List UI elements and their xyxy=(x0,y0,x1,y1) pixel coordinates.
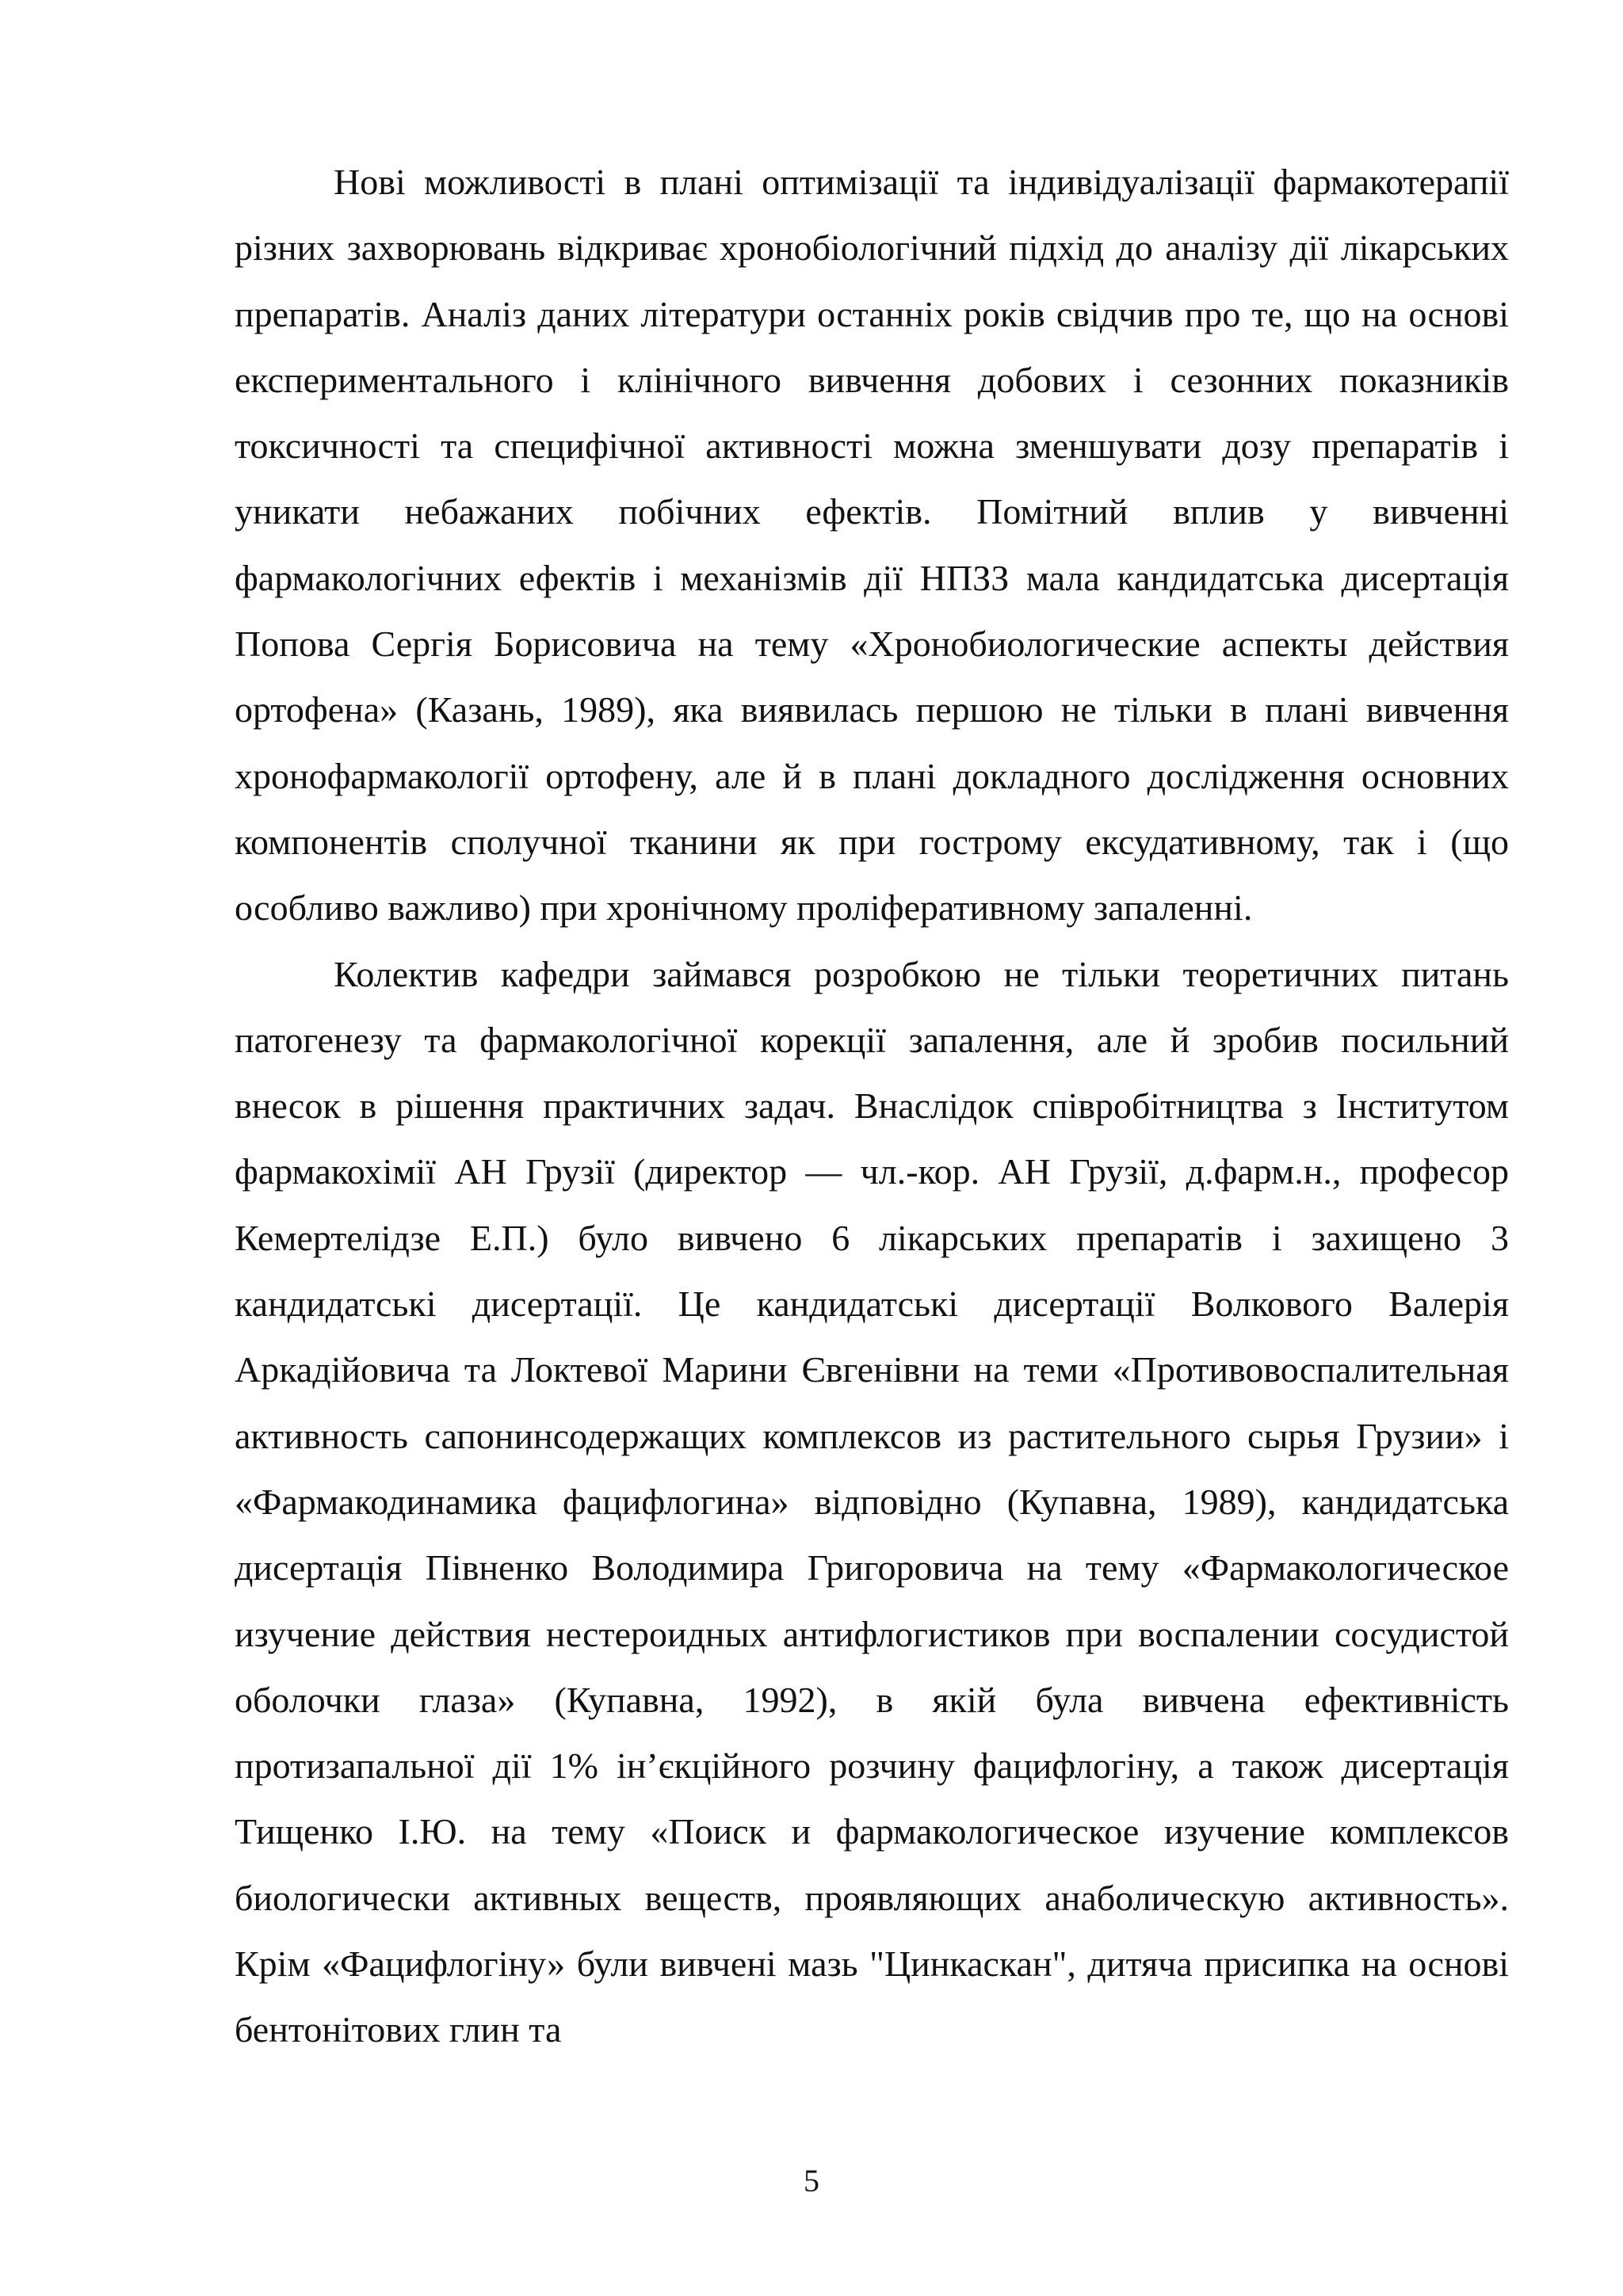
paragraph-2: Колектив кафедри займався розробкою не тільки теоретичних питань патогенезу та фармакологічної корекції запалення, але й зробив посильний внесок в рішення практичних задач. Внаслідок співробітництва з Інститутом фармакохімії АН Грузії (директор — чл.-кор. АН Грузії, д.фарм.н., професор Кемертелідзе Е.П.) було вивчено 6 лікарських препаратів і захищено 3 кандидатські дисертації. Це кандидатські дисертації Волкового Валерія Аркадійовича та Локтевої Марини Євгенівни на теми «Противовоспалительная активность сапонинсодержащих комплексов из растительного сырья Грузии» і «Фармакодинамика фацифлогина» відповідно (Купавна, 1989), кандидатська дисертація Півненко Володимира Григоровича на тему «Фармакологическое изучение действия нестероидных антифлогистиков при воспалении сосудистой оболочки глаза» (Купавна, 1992), в якій була вивчена ефективність протизапальної дії 1% ін’єкційного розчину фацифлогіну, а також дисертація Тищенко І.Ю. на тему «Поиск и фармакологическое изучение комплексов биологически активных веществ, проявляющих анаболическую активность». Крім «Фацифлогіну» були вивчені мазь "Цинкаскан", дитяча присипка на основі бентонітових глин та xyxy=(235,953,1509,2050)
paragraph-1: Нові можливості в плані оптимізації та індивідуалізації фармакотерапії різних захворювань відкриває хронобіологічний підхід до аналізу дії лікарських препаратів. Аналіз даних літератури останніх років свідчив про те, що на основі експериментального і клінічного вивчення добових і сезонних показників токсичності та специфічної активності можна зменшувати дозу препаратів і уникати небажаних побічних ефектів. Помітний вплив у вивченні фармакологічних ефектів і механізмів дії НПЗЗ мала кандидатська дисертація Попова Сергія Борисовича на тему «Хронобиологические аспекты действия ортофена» (Казань, 1989), яка виявилась першою не тільки в плані вивчення хронофармакології ортофену, але й в плані докладного дослідження основних компонентів сполучної тканини як при гострому ексудативному, так і (що особливо важливо) при хронічному проліферативному запаленні. xyxy=(235,162,1509,929)
body-text xyxy=(235,149,1509,2063)
page-number: 5 xyxy=(804,2163,819,2199)
